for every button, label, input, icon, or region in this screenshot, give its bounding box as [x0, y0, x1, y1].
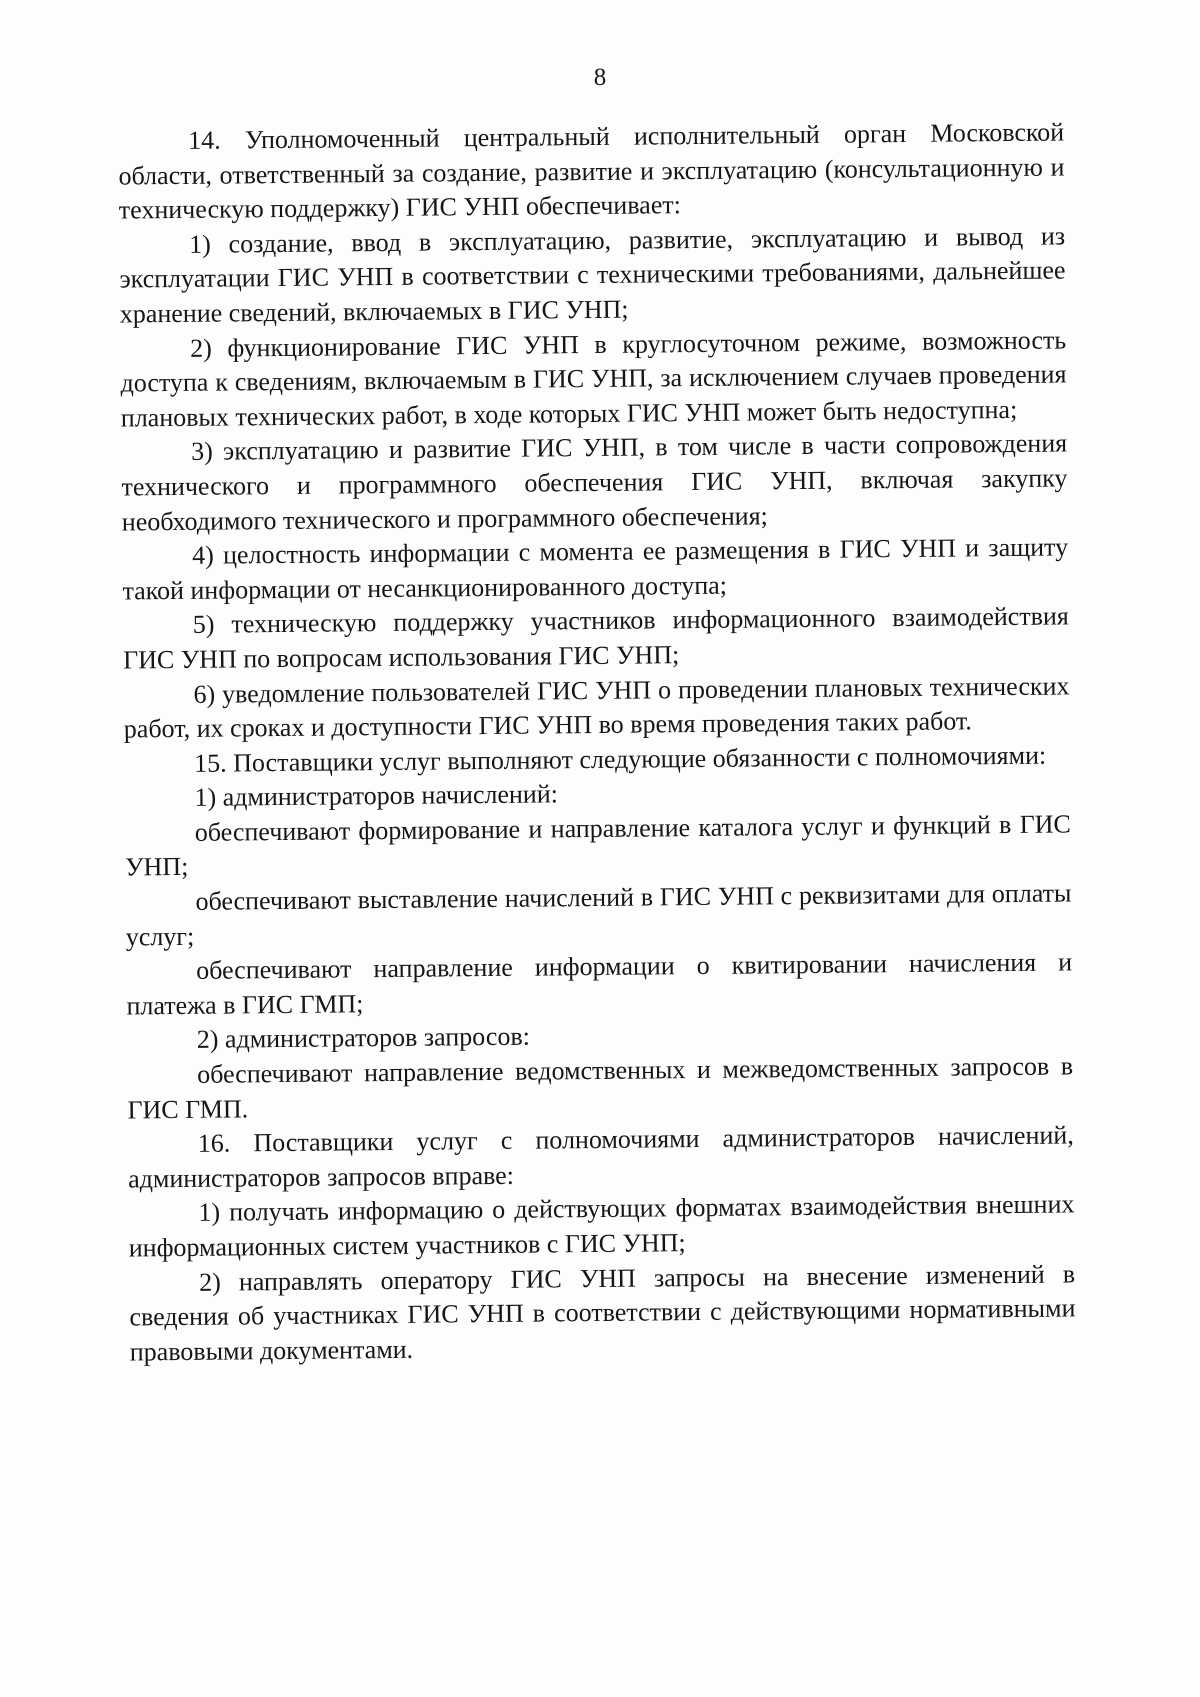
- page-number: 8: [593, 64, 607, 91]
- paragraph-16-item-1: 1) получать информацию о действующих форматах взаимодействия внешних информационных систем участников с ГИС УНП;: [128, 1189, 1075, 1263]
- paragraph-14: 14. Уполномоченный центральный исполнительный орган Московской области, ответственный за создание, развитие и эксплуатацию (консультационную и техническую поддержку) ГИС УНП обеспечивает:: [118, 117, 1065, 225]
- paragraph-14-item-2: 2) функционирование ГИС УНП в круглосуточном режиме, возможность доступа к сведениям, включаемым в ГИС УНП, за исключением случаев проведения плановых технических работ, в ходе которых ГИС УНП может быть недоступна;: [120, 325, 1067, 433]
- document-body: [118, 115, 1076, 1369]
- paragraph-15-item-1-b: обеспечивают выставление начислений в ГИС УНП с реквизитами для оплаты услуг;: [125, 878, 1072, 952]
- paragraph-14-item-3: 3) эксплуатацию и развитие ГИС УНП, в том числе в части сопровождения технического и программного обеспечения ГИС УНП, включая закупку необходимого технического и программного обеспечения;: [121, 428, 1068, 537]
- paragraph-15: 15. Поставщики услуг выполняют следующие обязанности с полномочиями:: [194, 740, 1047, 778]
- paragraph-14-item-6: 6) уведомление пользователей ГИС УНП о проведении плановых технических работ, их сроках и доступности ГИС УНП во время проведения таких работ.: [123, 670, 1070, 744]
- paragraph-15-item-1-c: обеспечивают направление информации о квитировании начисления и платежа в ГИС ГМП;: [126, 947, 1073, 1021]
- paragraph-15-item-1: 1) администраторов начислений:: [194, 779, 559, 813]
- paragraph-14-item-4: 4) целостность информации с момента ее размещения в ГИС УНП и защиту такой информации от несанкционированного доступа;: [122, 532, 1069, 606]
- paragraph-14-item-1: 1) создание, ввод в эксплуатацию, развитие, эксплуатацию и вывод из эксплуатации ГИС УНП в соответствии с техническими требованиями, дальнейшее хранение сведений, включаемых в ГИС УНП;: [119, 221, 1066, 329]
- paragraph-14-item-5: 5) техническую поддержку участников информационного взаимодействия ГИС УНП по вопросам использования ГИС УНП;: [123, 601, 1069, 675]
- paragraph-16-item-2: 2) направлять оператору ГИС УНП запросы на внесение изменений в сведения об участниках ГИС УНП в соответствии с действующими нормативными правовыми документами.: [129, 1259, 1076, 1367]
- paragraph-15-item-1-a: обеспечивают формирование и направление каталога услуг и функций в ГИС УНП;: [125, 809, 1071, 882]
- paragraph-15-item-2: 2) администраторов запросов:: [196, 1022, 531, 1055]
- paragraph-15-item-2-a: обеспечивают направление ведомственных и межведомственных запросов в ГИС ГМП.: [127, 1051, 1074, 1125]
- paragraph-16: 16. Поставщики услуг с полномочиями администраторов начислений, администраторов запросов вправе:: [128, 1120, 1074, 1194]
